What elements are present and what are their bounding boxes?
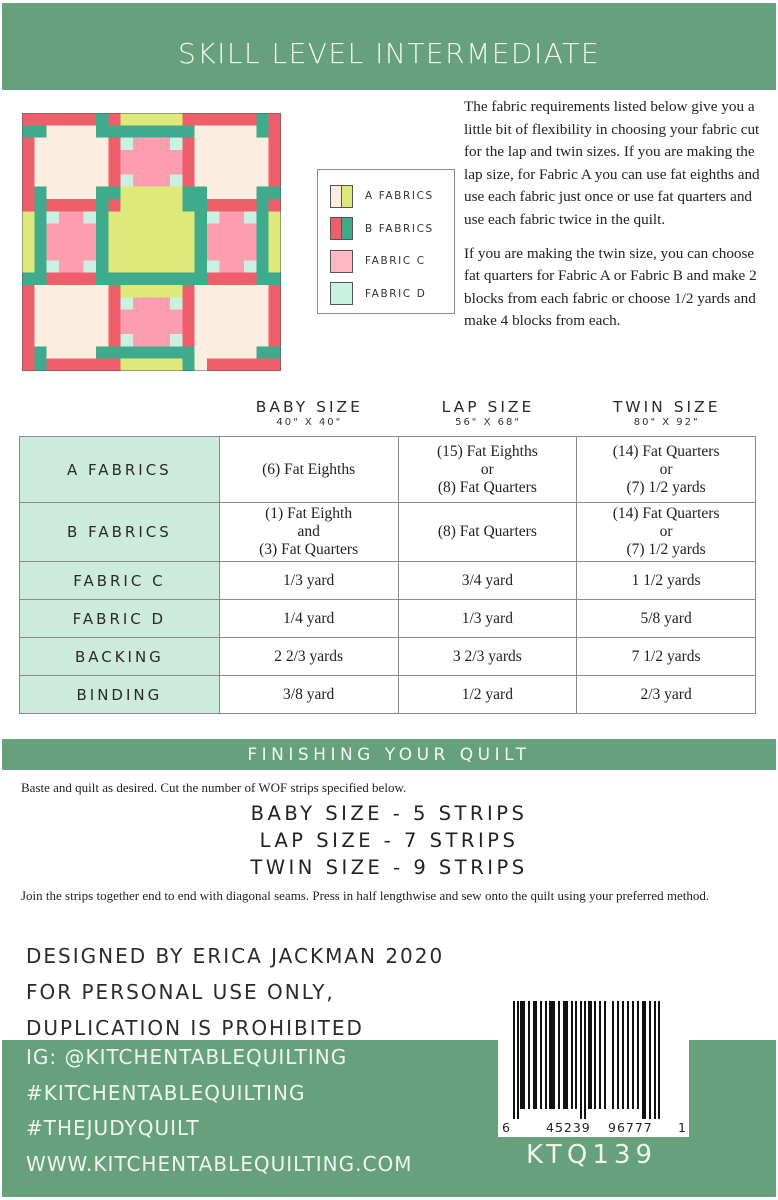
- legend-label: A FABRICS: [365, 190, 434, 203]
- row-label: A FABRICS: [20, 437, 220, 503]
- row-label: FABRIC D: [20, 600, 220, 638]
- finishing-intro: Baste and quilt as desired. Cut the number of WOF strips specified below.: [21, 780, 407, 795]
- size-name: LAP SIZE: [441, 398, 535, 416]
- table-cell: (1) Fat Eighth and (3) Fat Quarters: [219, 503, 398, 562]
- table-cell: 1 1/2 yards: [577, 562, 756, 600]
- table-cell: 1/3 yard: [398, 600, 577, 638]
- table-cell: 3/4 yard: [398, 562, 577, 600]
- row-label: FABRIC C: [20, 562, 220, 600]
- swatch-b-fabrics: [330, 217, 353, 240]
- finishing-outro: Join the strips together end to end with diagonal seams. Press in half lengthwise and sew onto the quilt using your preferred method.: [21, 888, 710, 903]
- strip-count-lap: LAP SIZE - 7 STRIPS: [259, 829, 519, 852]
- intro-paragraph: If you are making the twin size, you can choose fat quarters for Fabric A or Fabric B and make 2 blocks from each fabric or choose 1/2 yards and make 4 blocks from each.: [464, 244, 757, 330]
- quilt-illustration: [22, 113, 281, 371]
- size-name: TWIN SIZE: [612, 398, 721, 416]
- legend-item-fabric-d: [330, 278, 454, 311]
- legend-item-fabric-c: [330, 245, 454, 278]
- table-cell: 2 2/3 yards: [219, 638, 398, 676]
- credit-designer: DESIGNED BY ERICA JACKMAN 2020: [26, 944, 445, 968]
- row-label: B FABRICS: [20, 503, 220, 562]
- hashtag-kitchentablequilting: #KITCHENTABLEQUILTING: [26, 1080, 306, 1105]
- website-link: WWW.KITCHENTABLEQUILTING.COM: [26, 1151, 413, 1176]
- hashtag-thejudyquilt: #THEJUDYQUILT: [26, 1116, 200, 1140]
- fabric-legend: [317, 169, 455, 314]
- finishing-band: [2, 739, 776, 770]
- size-dimensions: 56" X 68": [455, 417, 521, 428]
- table-cell: (14) Fat Quarters or (7) 1/2 yards: [577, 503, 756, 562]
- table-row: [20, 562, 756, 600]
- row-label: BACKING: [20, 638, 220, 676]
- instagram-handle: IG: @KITCHENTABLEQUILTING: [26, 1045, 348, 1069]
- table-cell: 1/3 yard: [219, 562, 398, 600]
- table-cell: (14) Fat Quarters or (7) 1/2 yards: [577, 437, 756, 503]
- social-links: [26, 1040, 412, 1182]
- table-row: [20, 503, 756, 562]
- size-headers: [220, 398, 756, 428]
- table-cell: 5/8 yard: [577, 600, 756, 638]
- size-header-twin: [577, 398, 756, 428]
- credit-personal-use: FOR PERSONAL USE ONLY,: [26, 980, 335, 1004]
- table-cell: 3 2/3 yards: [398, 638, 577, 676]
- intro-paragraph: The fabric requirements listed below give you a little bit of flexibility in choosing your fabric cut for the lap and twin sizes. If you are making the lap size, for Fabric A you can use fat eighths and use each fabric just once or use fat quarters and use each fabric twice in the quilt.: [464, 98, 760, 228]
- barcode: [498, 997, 689, 1137]
- barcode-number: 6 45239 96777 1: [502, 1120, 686, 1135]
- legend-item-a-fabrics: [330, 180, 454, 213]
- swatch-fabric-c: [330, 250, 353, 273]
- fabric-requirements-table: [19, 436, 756, 714]
- legend-label: FABRIC D: [365, 287, 427, 300]
- table-cell: 7 1/2 yards: [577, 638, 756, 676]
- strip-counts: [0, 800, 778, 881]
- table-cell: (6) Fat Eighths: [219, 437, 398, 503]
- fabric-requirements-intro: [464, 96, 769, 333]
- table-row: [20, 437, 756, 503]
- swatch-fabric-d: [330, 282, 353, 305]
- table-cell: 1/4 yard: [219, 600, 398, 638]
- table-cell: 1/2 yard: [398, 676, 577, 714]
- size-dimensions: 40" X 40": [276, 417, 343, 428]
- table-cell: (15) Fat Eighths or (8) Fat Quarters: [398, 437, 577, 503]
- pattern-sku: KTQ139: [526, 1140, 658, 1170]
- finishing-title: FINISHING YOUR QUILT: [247, 744, 531, 765]
- legend-label: B FABRICS: [365, 222, 434, 235]
- table-row: [20, 600, 756, 638]
- legend-item-b-fabrics: [330, 213, 454, 246]
- credits: [26, 938, 444, 1046]
- legend-label: FABRIC C: [365, 255, 426, 268]
- skill-level-title: SKILL LEVEL INTERMEDIATE: [177, 37, 601, 70]
- barcode-bars-icon: [511, 1001, 677, 1119]
- strip-count-baby: BABY SIZE - 5 STRIPS: [250, 802, 528, 825]
- swatch-a-fabrics: [330, 185, 353, 208]
- header-band: [2, 3, 776, 90]
- table-cell: 2/3 yard: [577, 676, 756, 714]
- table-row: [20, 638, 756, 676]
- size-header-lap: [399, 398, 578, 428]
- size-dimensions: 80" X 92": [633, 417, 700, 428]
- row-label: BINDING: [20, 676, 220, 714]
- table-cell: (8) Fat Quarters: [398, 503, 577, 562]
- size-header-baby: [220, 398, 399, 428]
- credit-duplication: DUPLICATION IS PROHIBITED: [26, 1016, 364, 1040]
- table-row: [20, 676, 756, 714]
- table-cell: 3/8 yard: [219, 676, 398, 714]
- strip-count-twin: TWIN SIZE - 9 STRIPS: [250, 856, 528, 879]
- size-name: BABY SIZE: [255, 398, 363, 416]
